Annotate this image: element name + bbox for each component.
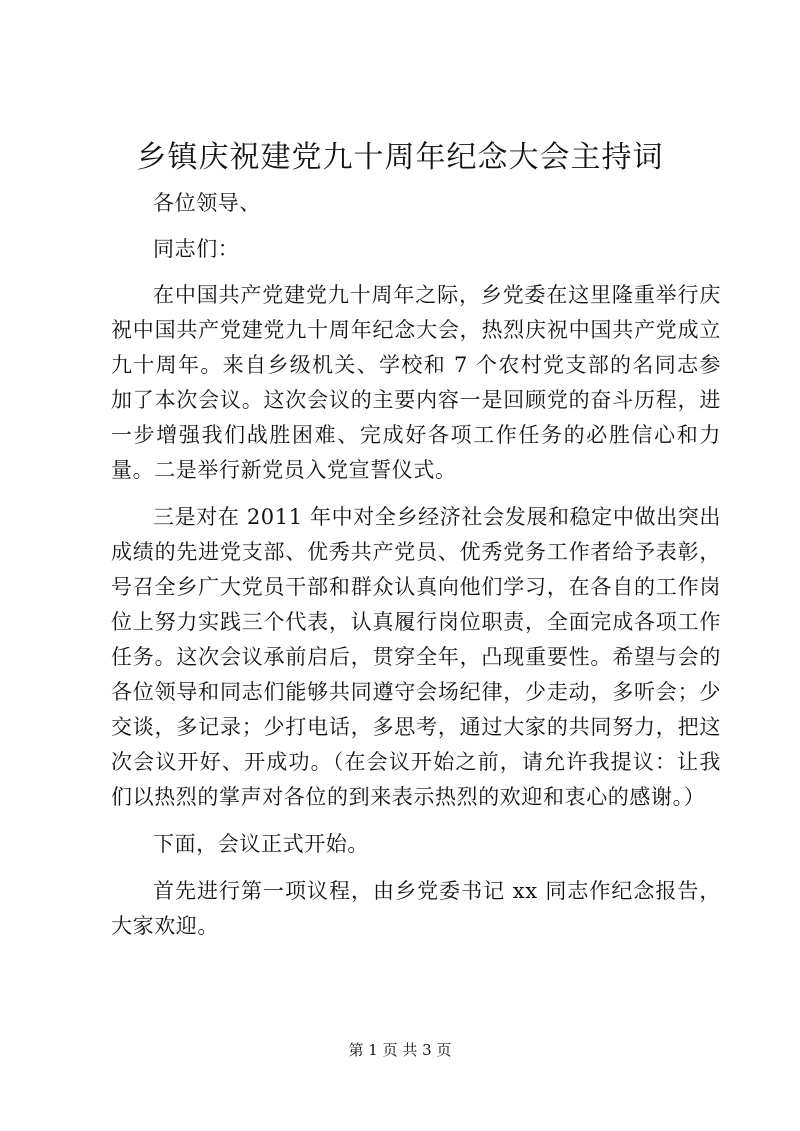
paragraph-salutation-comrades: 同志们：: [153, 237, 240, 261]
paragraph-salutation-leaders: 各位领导、: [153, 191, 261, 215]
paragraph-opening: 在中国共产党建党九十周年之际，乡党委在这里隆重举行庆祝中国共产党建党九十周年纪念大会，热烈庆祝中国共产党成立九十周年。来自乡级机关、学校和 7 个农村党支部的名同志参加了本次会议。这次会议的主要内容一是回顾党的奋斗历程，进一步增强我们战胜困难、完成好各项工作任务的必胜信心和力量。二是举行新党员入党宣誓仪式。: [111, 283, 721, 482]
paragraph-meeting-start: 下面，会议正式开始。: [153, 832, 369, 856]
paragraph-first-item: 首先进行第一项议程，由乡党委书记 xx 同志作纪念报告，大家欢迎。: [111, 879, 721, 938]
document-body: [111, 186, 721, 944]
paragraph-agenda: 三是对在 2011 年中对全乡经济社会发展和稳定中做出突出成绩的先进党支部、优秀共产党员、优秀党务工作者给予表彰，号召全乡广大党员干部和群众认真向他们学习，在各自的工作岗位上努力实践三个代表，认真履行岗位职责，全面完成各项工作任务。这次会议承前启后，贯穿全年，凸现重要性。希望与会的各位领导和同志们能够共同遵守会场纪律，少走动，多听会；少交谈，多记录；少打电话，多思考，通过大家的共同努力，把这次会议开好、开成功。（在会议开始之前，请允许我提议：让我们以热烈的掌声对各位的到来表示热烈的欢迎和衷心的感谢。）: [111, 505, 721, 809]
page-number-footer: 第 1 页 共 3 页: [348, 1041, 452, 1059]
document-title: 乡镇庆祝建党九十周年纪念大会主持词: [136, 140, 664, 175]
